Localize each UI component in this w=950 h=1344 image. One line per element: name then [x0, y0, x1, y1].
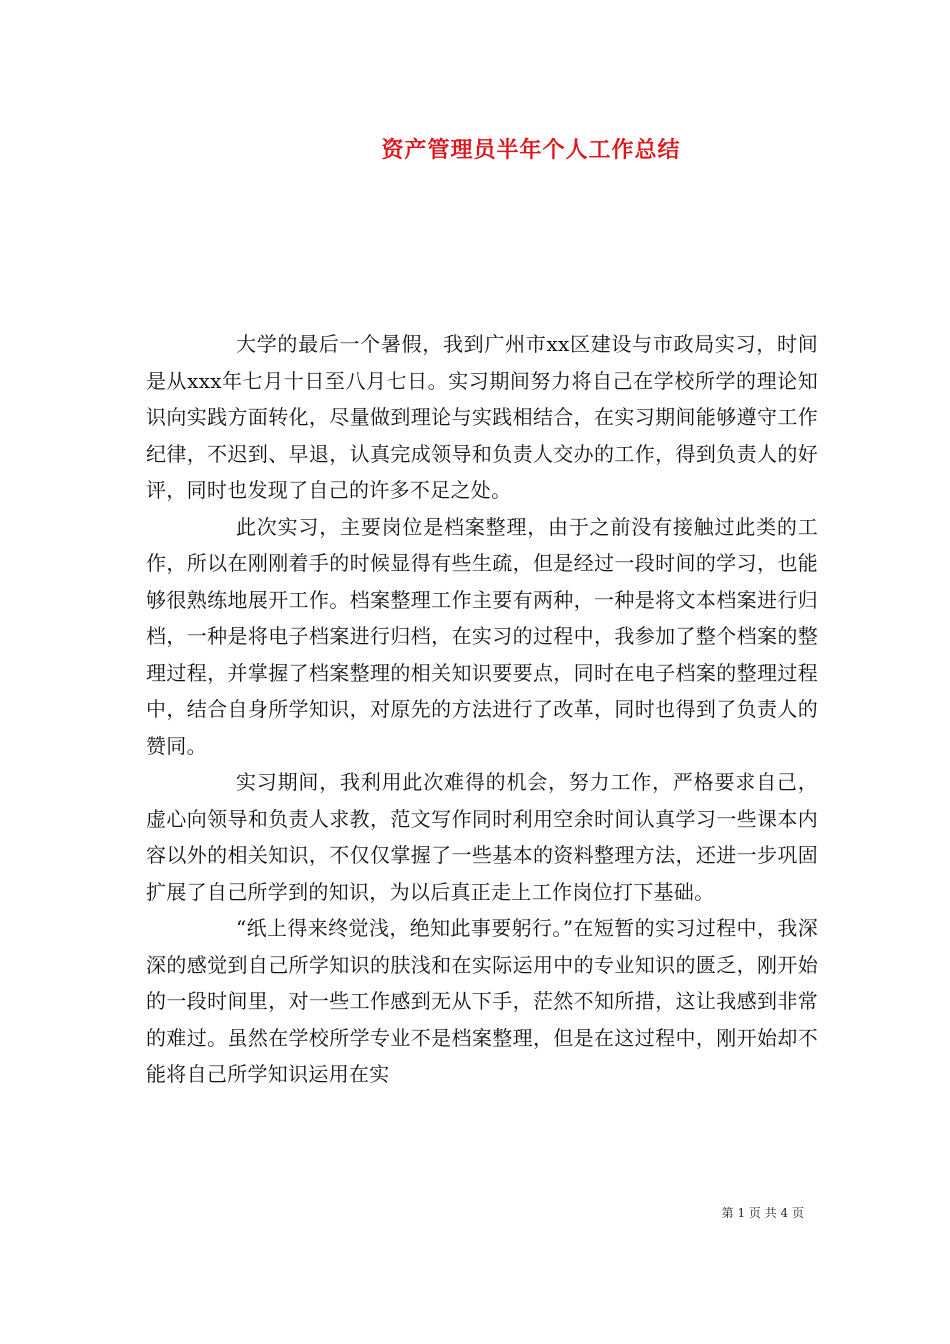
page-number: 第 1 页 共 4 页	[721, 1206, 804, 1220]
paragraph-2: 此次实习，主要岗位是档案整理，由于之前没有接触过此类的工作，所以在刚刚着手的时候显得有些生疏，但是经过一段时间的学习，也能够很熟练地展开工作。档案整理工作主要有两种，一种是将文本档案进行归档，一种是将电子档案进行归档，在实习的过程中，我参加了整个档案的整理过程，并掌握了档案整理的相关知识要要点，同时在电子档案的整理过程中，结合自身所学知识，对原先的方法进行了改革，同时也得到了负责人的赞同。	[146, 514, 818, 758]
paragraph-4: “纸上得来终觉浅，绝知此事要躬行。”在短暂的实习过程中，我深深的感觉到自己所学知识的肤浅和在实际运用中的专业知识的匮乏，刚开始的一段时间里，对一些工作感到无从下手，茫然不知所措，这让我感到非常的难过。虽然在学校所学专业不是档案整理，但是在这过程中，刚开始却不能将自己所学知识运用在实	[146, 916, 818, 1086]
paragraph-3: 实习期间，我利用此次难得的机会，努力工作，严格要求自己，虚心向领导和负责人求教，范文写作同时利用空余时间认真学习一些课本内容以外的相关知识，不仅仅掌握了一些基本的资料整理方法，还进一步巩固扩展了自己所学到的知识，为以后真正走上工作岗位打下基础。	[146, 770, 818, 904]
document-body	[146, 326, 818, 1093]
document-title: 资产管理员半年个人工作总结	[381, 138, 681, 163]
paragraph-1: 大学的最后一个暑假，我到广州市xx区建设与市政局实习，时间是从xxx年七月十日至八月七日。实习期间努力将自己在学校所学的理论知识向实践方面转化，尽量做到理论与实践相结合，在实习期间能够遵守工作纪律，不迟到、早退，认真完成领导和负责人交办的工作，得到负责人的好评，同时也发现了自己的许多不足之处。	[146, 332, 818, 502]
